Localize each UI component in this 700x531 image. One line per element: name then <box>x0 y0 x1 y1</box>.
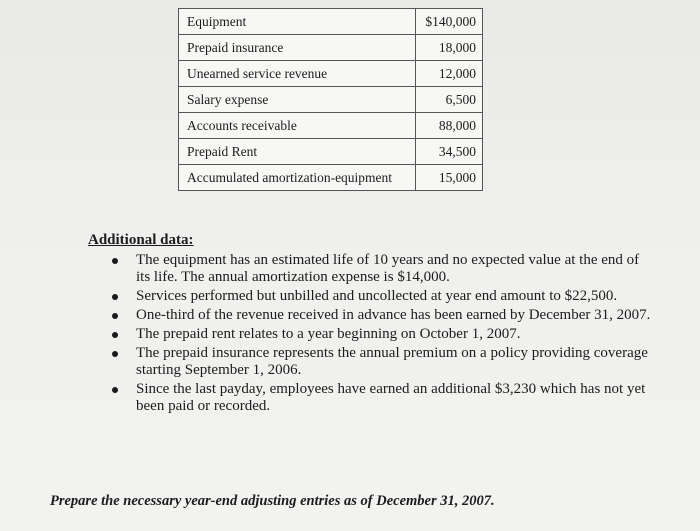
list-item-text: The equipment has an estimated life of 10 years and no expected value at the end of its life. The annual amortization expense is $14,000. <box>136 252 640 285</box>
list-item-text: Services performed but unbilled and uncollected at year end amount to $22,500. <box>136 288 618 304</box>
instruction-text: Prepare the necessary year-end adjusting entries as of December 31, 2007. <box>50 493 495 509</box>
bullet-icon <box>112 258 118 264</box>
table-row <box>179 61 483 87</box>
bullet-icon <box>112 294 118 300</box>
bullet-icon <box>112 332 118 338</box>
list-item <box>106 288 656 305</box>
table-row <box>179 165 483 191</box>
account-name: Salary expense <box>179 87 416 113</box>
bullet-icon <box>112 351 118 357</box>
table-row <box>179 139 483 165</box>
list-item <box>106 345 656 379</box>
account-amount: 15,000 <box>416 165 483 191</box>
account-amount: 18,000 <box>416 35 483 61</box>
account-amount: $140,000 <box>416 9 483 35</box>
accounts-table <box>178 8 483 191</box>
account-amount: 88,000 <box>416 113 483 139</box>
account-amount: 34,500 <box>416 139 483 165</box>
table-row <box>179 113 483 139</box>
account-amount: 12,000 <box>416 61 483 87</box>
list-item <box>106 252 656 286</box>
account-name: Prepaid insurance <box>179 35 416 61</box>
additional-data-heading: Additional data: <box>88 232 194 248</box>
list-item <box>106 326 656 343</box>
list-item-text: The prepaid insurance represents the annual premium on a policy providing coverage starting September 1, 2006. <box>136 345 648 378</box>
list-item-text: Since the last payday, employees have earned an additional $3,230 which has not yet been paid or recorded. <box>136 381 646 414</box>
account-name: Accumulated amortization-equipment <box>179 165 416 191</box>
list-item-text: One-third of the revenue received in advance has been earned by December 31, 2007. <box>136 307 651 323</box>
additional-data-list <box>106 252 656 417</box>
list-item-text: The prepaid rent relates to a year beginning on October 1, 2007. <box>136 326 521 342</box>
account-name: Equipment <box>179 9 416 35</box>
bullet-icon <box>112 313 118 319</box>
list-item <box>106 381 656 415</box>
account-name: Accounts receivable <box>179 113 416 139</box>
account-name: Unearned service revenue <box>179 61 416 87</box>
table-row <box>179 35 483 61</box>
account-name: Prepaid Rent <box>179 139 416 165</box>
table-row <box>179 9 483 35</box>
bullet-icon <box>112 387 118 393</box>
list-item <box>106 307 656 324</box>
table-row <box>179 87 483 113</box>
account-amount: 6,500 <box>416 87 483 113</box>
accounts-table-container <box>178 8 483 191</box>
